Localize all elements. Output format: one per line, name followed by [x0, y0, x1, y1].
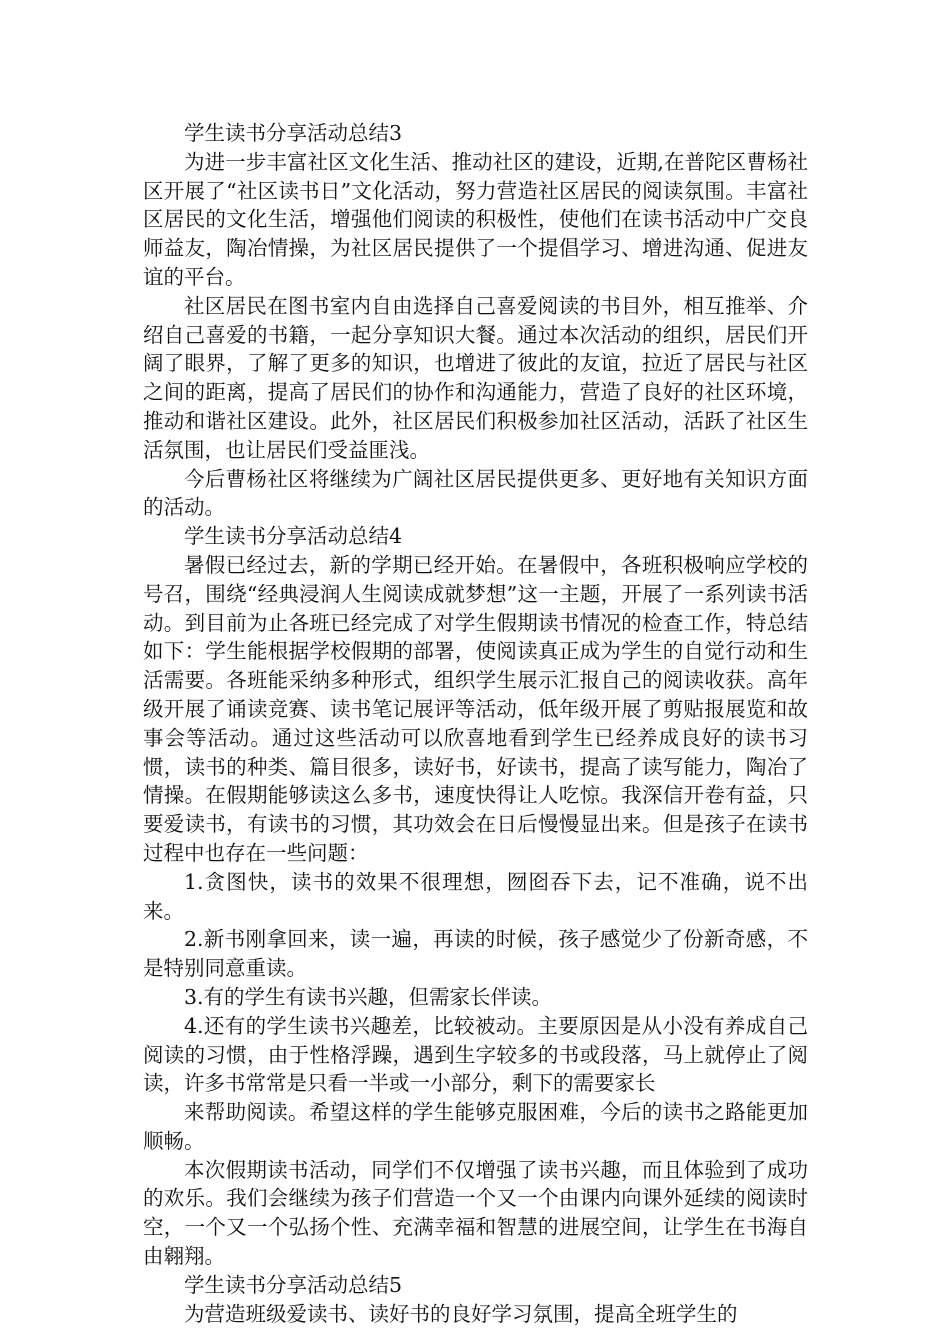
body-paragraph: 暑假已经过去，新的学期已经开始。在暑假中，各班积极响应学校的号召，围绕“经典浸润人生阅读成就梦想”这一主题，开展了一系列读书活动。到目前为止各班已经完成了对学生假期读书情况的检查工作，特总结如下：学生能根据学校假期的部署，使阅读真正成为学生的自觉行动和生活需要。各班能采纳多种形式，组织学生展示汇报自己的阅读收获。高年级开展了诵读竞赛、读书笔记展评等活动，低年级开展了剪贴报展览和故事会等活动。通过这些活动可以欣喜地看到学生已经养成良好的读书习惯，读书的种类、篇目很多，读好书，好读书，提高了读写能力，陶冶了情操。在假期能够读这么多书，速度快得让人吃惊。我深信开卷有益，只要爱读书，有读书的习惯，其功效会在日后慢慢显出来。但是孩子在读书过程中也存在一些问题：: [143, 552, 808, 865]
list-item-paragraph: 4.还有的学生读书兴趣差，比较被动。主要原因是从小没有养成自己阅读的习惯，由于性格浮躁，遇到生字较多的书或段落，马上就停止了阅读，许多书常常是只看一半或一小部分，剩下的需要家长: [143, 1013, 808, 1096]
list-item-paragraph: 2.新书刚拿回来，读一遍，再读的时候，孩子感觉少了份新奇感，不是特别同意重读。: [143, 927, 808, 981]
section-heading: 学生读书分享活动总结5: [184, 1272, 403, 1297]
section-heading: 学生读书分享活动总结3: [184, 121, 403, 145]
body-paragraph: 今后曹杨社区将继续为广阔社区居民提供更多、更好地有关知识方面的活动。: [143, 466, 808, 520]
body-paragraph: 为营造班级爱读书、读好书的良好学习氛围，提高全班学生的: [184, 1301, 738, 1326]
body-paragraph: 为进一步丰富社区文化生活、推动社区的建设，近期,在普陀区曹杨社区开展了“社区读书日”文化活动，努力营造社区居民的阅读氛围。丰富社区居民的文化生活，增强他们阅读的积极性，使他们在读书活动中广交良师益友，陶冶情操，为社区居民提供了一个提倡学习、增进沟通、促进友谊的平台。: [143, 149, 808, 289]
section-heading: 学生读书分享活动总结4: [184, 524, 403, 549]
list-item-paragraph: 1.贪图快，读书的效果不很理想，囫囵吞下去，记不准确，说不出来。: [143, 869, 808, 923]
body-paragraph: 社区居民在图书室内自由选择自己喜爱阅读的书目外，相互推举、介绍自己喜爱的书籍，一起分享知识大餐。通过本次活动的组织，居民们开阔了眼界，了解了更多的知识，也增进了彼此的友谊，拉近了居民与社区之间的距离，提高了居民们的协作和沟通能力，营造了良好的社区环境，推动和谐社区建设。此外，社区居民们积极参加社区活动，活跃了社区生活氛围，也让居民们受益匪浅。: [143, 293, 808, 462]
list-item-paragraph: 3.有的学生有读书兴趣，但需家长伴读。: [184, 984, 553, 1009]
document-body: [143, 119, 808, 1328]
body-paragraph: 来帮助阅读。希望这样的学生能够克服困难，今后的读书之路能更加顺畅。: [143, 1100, 808, 1153]
body-paragraph: 本次假期读书活动，同学们不仅增强了读书兴趣，而且体验到了成功的欢乐。我们会继续为孩子们营造一个又一个由课内向课外延续的阅读时空，一个又一个弘扬个性、充满幸福和智慧的进展空间，让学生在书海自由翱翔。: [143, 1157, 808, 1269]
